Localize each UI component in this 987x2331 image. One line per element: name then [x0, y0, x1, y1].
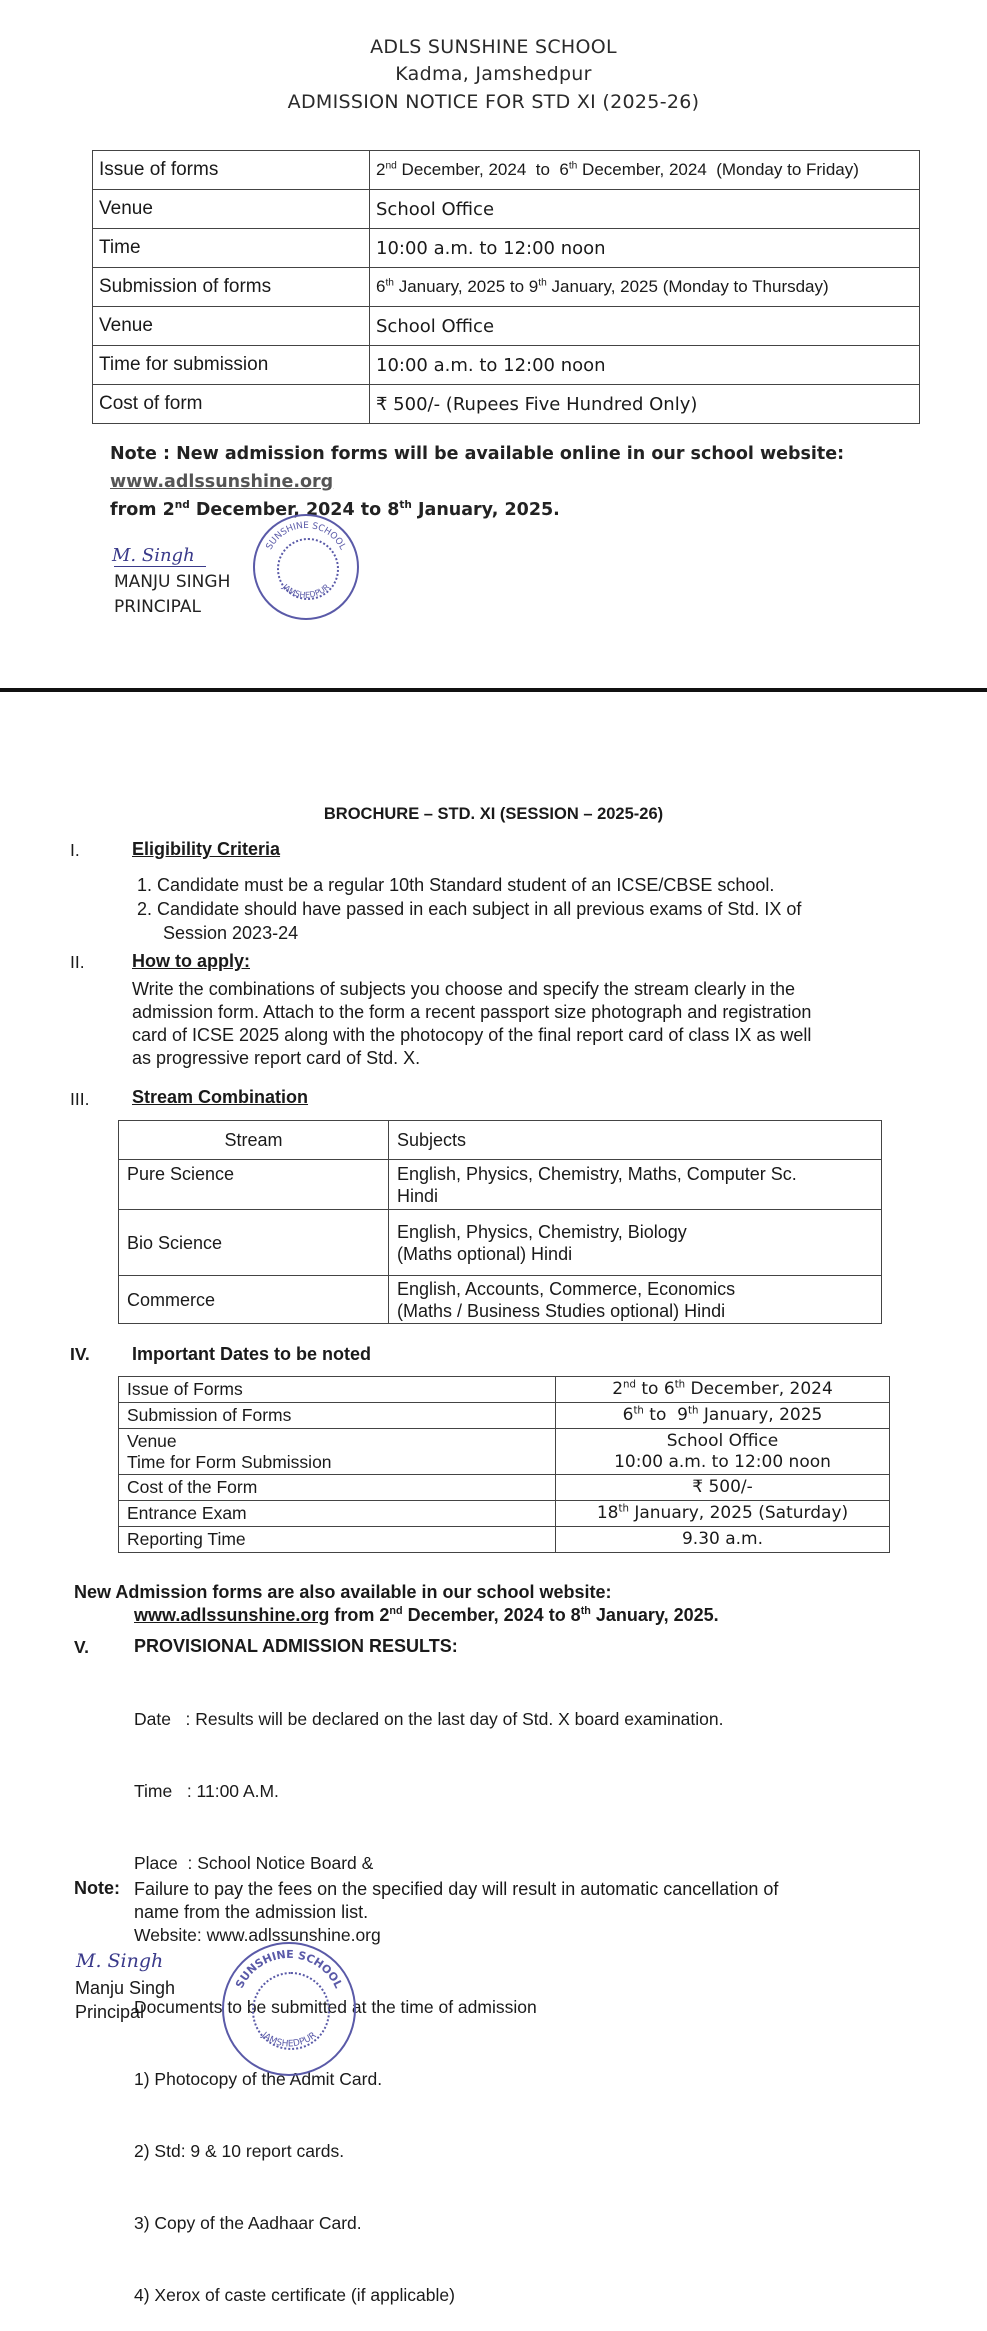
principal-signature-2: M. Singh — [76, 1950, 164, 1972]
stream-name: Pure Science — [119, 1160, 389, 1210]
school-stamp-2 — [222, 1942, 356, 2076]
stream-subjects: English, Physics, Chemistry, Maths, Computer Sc. Hindi — [389, 1160, 882, 1210]
signature-underline — [114, 566, 206, 567]
principal-title: Principal — [75, 2002, 145, 2022]
stream-subjects: English, Accounts, Commerce, Economics (Maths / Business Studies optional) Hindi — [389, 1276, 882, 1324]
svg-text:JAMSHEDPUR: JAMSHEDPUR — [280, 582, 332, 600]
sec2-number: II. — [70, 952, 85, 972]
table-row — [119, 1501, 890, 1527]
date-value: School Office 10:00 a.m. to 12:00 noon — [556, 1429, 890, 1475]
results-line: 4) Xerox of caste certificate (if applicable) — [134, 2285, 455, 2305]
date-value: 6th to 9th January, 2025 — [556, 1403, 890, 1429]
schedule-label: Issue of forms — [93, 151, 370, 190]
note-dates: from 2nd December, 2024 to 8th January, 2025. — [110, 499, 560, 520]
stream-name: Commerce — [119, 1276, 389, 1324]
school-stamp — [253, 514, 359, 620]
svg-text:JAMSHEDPUR: JAMSHEDPUR — [259, 2030, 319, 2050]
results-line: 2) Std: 9 & 10 report cards. — [134, 2141, 345, 2161]
section-divider — [0, 688, 987, 692]
table-row — [93, 229, 920, 268]
sec4-heading: Important Dates to be noted — [132, 1344, 372, 1364]
sec4-number: IV. — [70, 1344, 90, 1364]
principal-signature: M. Singh — [112, 545, 195, 566]
svg-text:SUNSHINE SCHOOL: SUNSHINE SCHOOL — [233, 1947, 345, 1991]
table-row — [93, 151, 920, 190]
table-row — [93, 190, 920, 229]
table-row — [119, 1276, 882, 1324]
sec3-number: III. — [70, 1089, 90, 1109]
table-row — [119, 1527, 890, 1553]
table-row — [119, 1377, 890, 1403]
table-row — [119, 1475, 890, 1501]
schedule-label: Submission of forms — [93, 268, 370, 307]
date-value: 18th January, 2025 (Saturday) — [556, 1501, 890, 1527]
results-line: 3) Copy of the Aadhaar Card. — [134, 2213, 362, 2233]
schedule-value: 2nd December, 2024 to 6th December, 2024 (Monday to Friday) — [370, 151, 920, 190]
schedule-label: Time — [93, 229, 370, 268]
stream-name: Bio Science — [119, 1210, 389, 1276]
table-row — [119, 1160, 882, 1210]
final-note-label: Note: — [74, 1878, 120, 1898]
results-line: Date : Results will be declared on the last day of Std. X board examination. — [134, 1709, 724, 1729]
sec5-number: V. — [74, 1637, 89, 1657]
date-label: Submission of Forms — [119, 1403, 556, 1429]
school-location: Kadma, Jamshedpur — [395, 63, 592, 85]
brochure-title: BROCHURE – STD. XI (SESSION – 2025-26) — [323, 805, 664, 823]
how-to-apply-text — [132, 978, 811, 1070]
results-line: Website: www.adlssunshine.org — [134, 1925, 381, 1945]
table-row — [93, 268, 920, 307]
schedule-value: 10:00 a.m. to 12:00 noon — [370, 229, 920, 268]
schedule-value: ₹ 500/- (Rupees Five Hundred Only) — [370, 385, 920, 424]
results-line: Time : 11:00 A.M. — [134, 1781, 279, 1801]
sec2-heading: How to apply: — [132, 951, 250, 971]
important-dates-table — [118, 1376, 890, 1553]
table-row — [119, 1210, 882, 1276]
school-name: ADLS SUNSHINE SCHOOL — [370, 36, 617, 58]
stamp-lettering — [224, 1944, 354, 2074]
online-note-line1: New Admission forms are also available in our school website: — [74, 1582, 612, 1602]
schedule-label: Cost of form — [93, 385, 370, 424]
svg-text:SUNSHINE SCHOOL: SUNSHINE SCHOOL — [264, 520, 348, 552]
schedule-value: School Office — [370, 190, 920, 229]
table-row — [93, 307, 920, 346]
date-label: Venue Time for Form Submission — [119, 1429, 556, 1475]
note-text: Note : New admission forms will be available online in our school website: — [110, 444, 845, 464]
notice-title: ADMISSION NOTICE FOR STD XI (2025-26) — [287, 91, 700, 113]
schedule-label: Venue — [93, 190, 370, 229]
results-line: Place : School Notice Board & — [134, 1853, 374, 1873]
results-line: 1) Photocopy of the Admit Card. — [134, 2069, 383, 2089]
principal-title: PRINCIPAL — [114, 597, 201, 617]
online-note-dates: from 2nd December, 2024 to 8th January, 2025. — [329, 1605, 719, 1625]
sec3-heading: Stream Combination — [132, 1087, 309, 1107]
schedule-label: Venue — [93, 307, 370, 346]
admission-schedule-table — [92, 150, 920, 424]
stream-subjects: English, Physics, Chemistry, Biology (Maths optional) Hindi — [389, 1210, 882, 1276]
date-label: Issue of Forms — [119, 1377, 556, 1403]
subjects-col-header: Subjects — [389, 1121, 882, 1160]
final-note-text: Failure to pay the fees on the specified day will result in automatic cancellation of name from the admission list. — [134, 1879, 779, 1922]
table-row — [93, 346, 920, 385]
apply-line: card of ICSE 2025 along with the photocopy of the final report card of class IX as well — [132, 1025, 812, 1045]
date-label: Reporting Time — [119, 1527, 556, 1553]
eligibility-item-2: 2. Candidate should have passed in each subject in all previous exams of Std. IX of — [137, 899, 802, 919]
principal-name: Manju Singh — [75, 1978, 176, 1998]
apply-line: as progressive report card of Std. X. — [132, 1048, 421, 1068]
table-row — [93, 385, 920, 424]
schedule-value: 6th January, 2025 to 9th January, 2025 (Monday to Thursday) — [370, 268, 920, 307]
principal-name: MANJU SINGH — [114, 572, 231, 592]
school-website-link[interactable]: www.adlssunshine.org — [134, 1605, 330, 1625]
stamp-lettering — [255, 516, 357, 618]
eligibility-item-2-cont: Session 2023-24 — [163, 923, 299, 943]
results-line: Documents to be submitted at the time of admission — [134, 1997, 537, 2017]
sec5-heading: PROVISIONAL ADMISSION RESULTS: — [134, 1636, 458, 1656]
schedule-value: School Office — [370, 307, 920, 346]
table-row — [119, 1429, 890, 1475]
apply-line: Write the combinations of subjects you choose and specify the stream clearly in the — [132, 979, 796, 999]
school-website-link[interactable]: www.adlssunshine.org — [110, 472, 334, 492]
online-note-line2 — [134, 1605, 719, 1626]
principal-name-block-2 — [75, 1976, 175, 2024]
principal-name-block — [114, 570, 230, 620]
schedule-value: 10:00 a.m. to 12:00 noon — [370, 346, 920, 385]
date-value: ₹ 500/- — [556, 1475, 890, 1501]
eligibility-item-1: 1. Candidate must be a regular 10th Standard student of an ICSE/CBSE school. — [137, 875, 775, 895]
date-value: 2nd to 6th December, 2024 — [556, 1377, 890, 1403]
apply-line: admission form. Attach to the form a recent passport size photograph and registration — [132, 1002, 812, 1022]
date-label: Cost of the Form — [119, 1475, 556, 1501]
stream-col-header: Stream — [119, 1121, 389, 1160]
date-label: Entrance Exam — [119, 1501, 556, 1527]
online-forms-note — [110, 440, 987, 524]
table-row — [119, 1403, 890, 1429]
schedule-label: Time for submission — [93, 346, 370, 385]
sec1-heading: Eligibility Criteria — [132, 839, 281, 859]
date-value: 9.30 a.m. — [556, 1527, 890, 1553]
stream-combination-table — [118, 1120, 882, 1324]
sec1-number: I. — [70, 840, 80, 860]
